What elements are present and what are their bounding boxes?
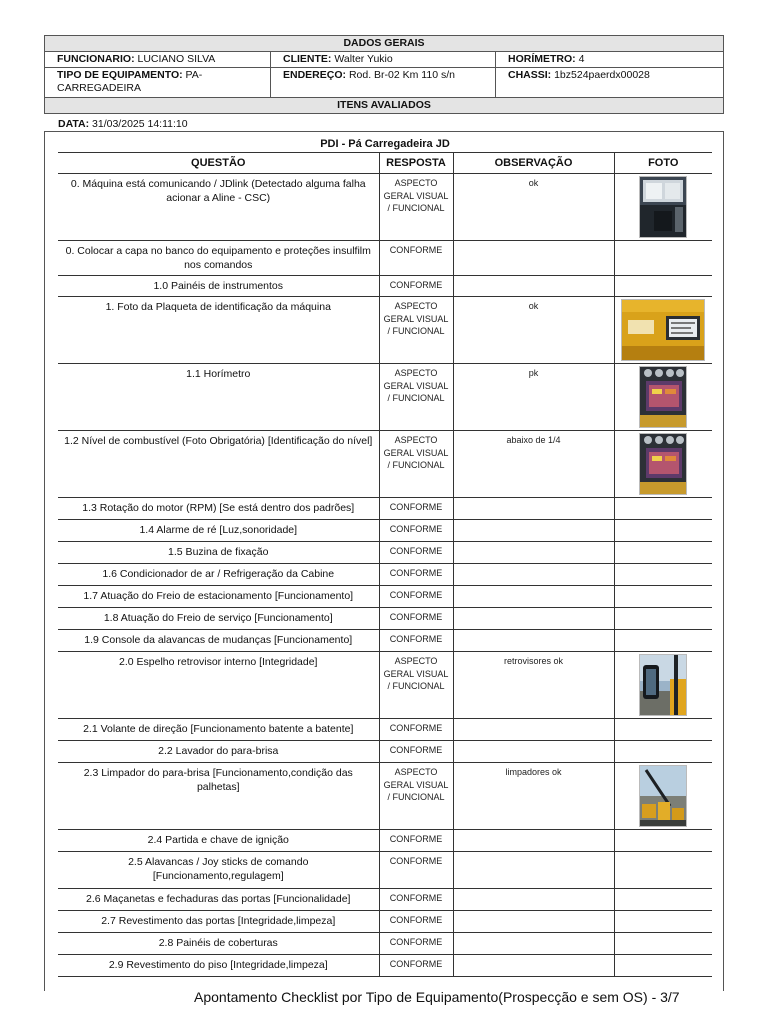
checklist-body [58, 174, 712, 977]
table-row [58, 719, 712, 741]
date-value: 31/03/2025 14:11:10 [92, 118, 188, 130]
observation-cell [453, 586, 614, 608]
table-row [58, 933, 712, 955]
question-cell: 1.0 Painéis de instrumentos [58, 276, 379, 297]
checklist-table [58, 152, 712, 977]
photo-cell [614, 852, 712, 889]
table-row [58, 741, 712, 763]
question-cell: 1.8 Atuação do Freio de serviço [Funcionamento] [58, 608, 379, 630]
table-row [58, 763, 712, 830]
answer-cell: CONFORME [379, 586, 453, 608]
answer-cell: ASPECTO GERAL VISUAL / FUNCIONAL [379, 297, 453, 364]
photo-cell [614, 955, 712, 977]
photo-cell [614, 763, 712, 830]
answer-cell: CONFORME [379, 608, 453, 630]
photo-cell [614, 889, 712, 911]
table-row [58, 241, 712, 276]
observation-cell [453, 830, 614, 852]
section-title: PDI - Pá Carregadeira JD [320, 138, 450, 150]
dashboard-photo[interactable] [639, 433, 687, 495]
observation-cell: ok [453, 174, 614, 241]
observation-cell [453, 719, 614, 741]
photo-cell [614, 364, 712, 431]
question-cell: 2.5 Alavancas / Joy sticks de comando [Funcionamento,regulagem] [58, 852, 379, 889]
question-cell: 0. Colocar a capa no banco do equipamento e proteções insulfilm nos comandos [58, 241, 379, 276]
observation-cell: ok [453, 297, 614, 364]
answer-cell: ASPECTO GERAL VISUAL / FUNCIONAL [379, 364, 453, 431]
chassis-cell: CHASSI: 1bz524paerdx00028 [496, 68, 724, 98]
observation-cell [453, 889, 614, 911]
question-cell: 1.3 Rotação do motor (RPM) [Se está dentro dos padrões] [58, 498, 379, 520]
general-data-table [44, 35, 724, 114]
observation-cell: pk [453, 364, 614, 431]
answer-cell: CONFORME [379, 719, 453, 741]
client-cell: CLIENTE: Walter Yukio [271, 52, 496, 68]
photo-cell [614, 498, 712, 520]
observation-cell [453, 852, 614, 889]
question-cell: 0. Máquina está comunicando / JDlink (Detectado alguma falha acionar a Aline - CSC) [58, 174, 379, 241]
photo-cell [614, 630, 712, 652]
answer-cell: CONFORME [379, 542, 453, 564]
employee-cell: FUNCIONARIO: LUCIANO SILVA [45, 52, 271, 68]
column-header-photo: FOTO [614, 153, 712, 174]
frame-left-border [44, 131, 45, 991]
table-row [58, 564, 712, 586]
table-row [58, 955, 712, 977]
photo-cell [614, 542, 712, 564]
photo-cell [614, 830, 712, 852]
photo-cell [614, 431, 712, 498]
question-cell: 2.1 Volante de direção [Funcionamento batente a batente] [58, 719, 379, 741]
photo-cell [614, 241, 712, 276]
answer-cell: ASPECTO GERAL VISUAL / FUNCIONAL [379, 763, 453, 830]
photo-cell [614, 297, 712, 364]
photo-cell [614, 719, 712, 741]
answer-cell: CONFORME [379, 830, 453, 852]
table-row [58, 276, 712, 297]
photo-cell [614, 911, 712, 933]
question-cell: 2.9 Revestimento do piso [Integridade,limpeza] [58, 955, 379, 977]
answer-cell: CONFORME [379, 564, 453, 586]
answer-cell: CONFORME [379, 241, 453, 276]
evaluated-items-title: ITENS AVALIADOS [45, 98, 724, 114]
column-header-observation: OBSERVAÇÃO [453, 153, 614, 174]
table-row [58, 830, 712, 852]
answer-cell: ASPECTO GERAL VISUAL / FUNCIONAL [379, 174, 453, 241]
observation-cell [453, 630, 614, 652]
observation-cell [453, 564, 614, 586]
question-cell: 2.8 Painéis de coberturas [58, 933, 379, 955]
table-row [58, 542, 712, 564]
hourmeter-value: 4 [578, 53, 585, 65]
question-cell: 2.2 Lavador do para-brisa [58, 741, 379, 763]
answer-cell: CONFORME [379, 911, 453, 933]
answer-cell: CONFORME [379, 498, 453, 520]
answer-cell: CONFORME [379, 852, 453, 889]
photo-cell [614, 608, 712, 630]
column-header-question: QUESTÃO [58, 153, 379, 174]
equipment-type-cell: TIPO DE EQUIPAMENTO: PA-CARREGADEIRA [45, 68, 271, 98]
frame-right-border [723, 131, 724, 991]
answer-cell: CONFORME [379, 276, 453, 297]
table-row [58, 297, 712, 364]
photo-cell [614, 520, 712, 542]
photo-cell [614, 174, 712, 241]
observation-cell [453, 741, 614, 763]
question-cell: 2.3 Limpador do para-brisa [Funcionamento,condição das palhetas] [58, 763, 379, 830]
observation-cell: limpadores ok [453, 763, 614, 830]
observation-cell [453, 498, 614, 520]
answer-cell: CONFORME [379, 630, 453, 652]
address-cell: ENDEREÇO: Rod. Br-02 Km 110 s/n [271, 68, 496, 98]
answer-cell: CONFORME [379, 741, 453, 763]
table-row [58, 911, 712, 933]
question-cell: 2.4 Partida e chave de ignição [58, 830, 379, 852]
address-value: Rod. Br-02 Km 110 s/n [348, 69, 455, 81]
observation-cell [453, 520, 614, 542]
answer-cell: ASPECTO GERAL VISUAL / FUNCIONAL [379, 652, 453, 719]
chassis-value: 1bz524paerdx00028 [554, 69, 650, 81]
observation-cell [453, 608, 614, 630]
question-cell: 2.7 Revestimento das portas [Integridade,limpeza] [58, 911, 379, 933]
question-cell: 1.7 Atuação do Freio de estacionamento [Funcionamento] [58, 586, 379, 608]
photo-cell [614, 741, 712, 763]
question-cell: 1.4 Alarme de ré [Luz,sonoridade] [58, 520, 379, 542]
table-row [58, 520, 712, 542]
date-line: DATA: 31/03/2025 14:11:10 [58, 118, 188, 130]
page-footer: Apontamento Checklist por Tipo de Equipamento(Prospecção e sem OS) - 3/7 [194, 989, 680, 1005]
table-row [58, 889, 712, 911]
table-row [58, 364, 712, 431]
answer-cell: CONFORME [379, 520, 453, 542]
observation-cell: abaixo de 1/4 [453, 431, 614, 498]
answer-cell: CONFORME [379, 955, 453, 977]
question-cell: 1. Foto da Plaqueta de identificação da máquina [58, 297, 379, 364]
table-row [58, 431, 712, 498]
question-cell: 2.6 Maçanetas e fechaduras das portas [Funcionalidade] [58, 889, 379, 911]
observation-cell: retrovisores ok [453, 652, 614, 719]
equipment-type-value: PA-CARREGADEIRA [57, 69, 203, 94]
plate-photo[interactable] [621, 299, 705, 361]
hourmeter-cell: HORÍMETRO: 4 [496, 52, 724, 68]
table-row [58, 498, 712, 520]
column-header-answer: RESPOSTA [379, 153, 453, 174]
answer-cell: ASPECTO GERAL VISUAL / FUNCIONAL [379, 431, 453, 498]
photo-cell [614, 276, 712, 297]
observation-cell [453, 241, 614, 276]
dashboard-photo[interactable] [639, 366, 687, 428]
question-cell: 1.6 Condicionador de ar / Refrigeração da Cabine [58, 564, 379, 586]
table-row [58, 630, 712, 652]
client-value: Walter Yukio [334, 53, 393, 65]
frame-top-border [44, 131, 724, 132]
question-cell: 1.5 Buzina de fixação [58, 542, 379, 564]
observation-cell [453, 911, 614, 933]
photo-cell [614, 933, 712, 955]
cabin-photo[interactable] [639, 176, 687, 238]
answer-cell: CONFORME [379, 889, 453, 911]
table-row [58, 652, 712, 719]
question-cell: 1.9 Console da alavancas de mudanças [Funcionamento] [58, 630, 379, 652]
observation-cell [453, 955, 614, 977]
general-data-title: DADOS GERAIS [45, 36, 724, 52]
table-row [58, 174, 712, 241]
photo-cell [614, 564, 712, 586]
employee-value: LUCIANO SILVA [137, 53, 216, 65]
table-row [58, 608, 712, 630]
question-cell: 1.1 Horímetro [58, 364, 379, 431]
observation-cell [453, 276, 614, 297]
photo-cell [614, 586, 712, 608]
table-row [58, 852, 712, 889]
answer-cell: CONFORME [379, 933, 453, 955]
observation-cell [453, 542, 614, 564]
table-row [58, 586, 712, 608]
question-cell: 2.0 Espelho retrovisor interno [Integridade] [58, 652, 379, 719]
question-cell: 1.2 Nível de combustível (Foto Obrigatória) [Identificação do nível] [58, 431, 379, 498]
wiper-photo[interactable] [639, 765, 687, 827]
mirror-photo[interactable] [639, 654, 687, 716]
photo-cell [614, 652, 712, 719]
observation-cell [453, 933, 614, 955]
